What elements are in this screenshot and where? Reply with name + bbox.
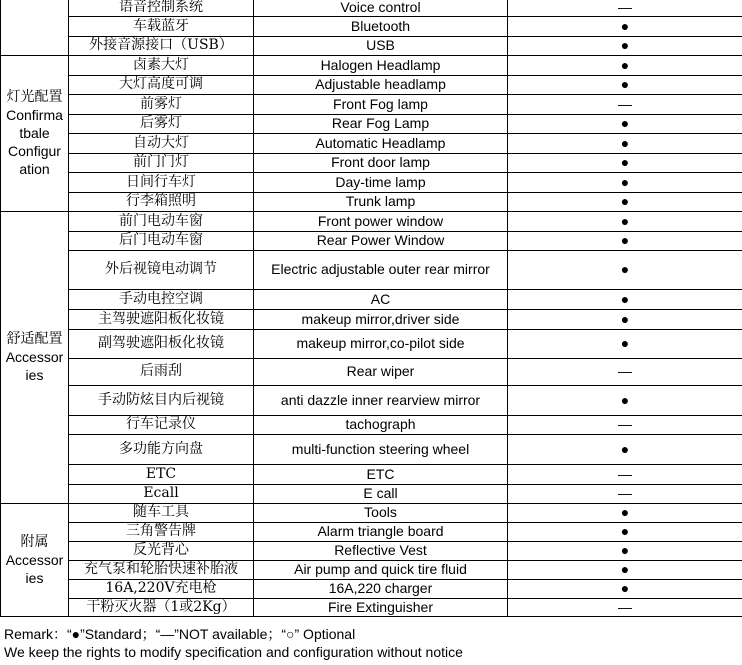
feature-name-en: Air pump and quick tire fluid (254, 560, 508, 579)
feature-name-cn: 手动电控空调 (69, 289, 254, 309)
availability-mark: ● (508, 153, 742, 172)
table-row (1, 289, 742, 309)
feature-name-cn: 外接音源接口（USB） (69, 36, 254, 55)
feature-name-cn: 副驾驶遮阳板化妆镜 (69, 329, 254, 358)
feature-name-en: Voice control (254, 0, 508, 16)
group-label (1, 55, 69, 211)
feature-name-en: Bluetooth (254, 16, 508, 36)
remark-section (4, 625, 463, 661)
remark-legend: Remark：“●”Standard；“—”NOT available；“○” Optional (4, 626, 356, 642)
availability-mark: ● (508, 133, 742, 153)
table-row (1, 560, 742, 579)
group-label-en-line: tbale (19, 125, 50, 141)
group-label (1, 0, 69, 55)
group-label-en: Accessories (5, 551, 64, 586)
feature-name-en: USB (254, 36, 508, 55)
availability-mark: ● (508, 385, 742, 415)
availability-mark: ● (508, 231, 742, 250)
availability-mark: — (508, 484, 742, 503)
feature-name-en: Alarm triangle board (254, 522, 508, 541)
feature-name-cn: 车载蓝牙 (69, 16, 254, 36)
group-label-cn: 附属 (20, 533, 49, 550)
availability-mark: ● (508, 192, 742, 211)
group-label-en (5, 106, 65, 178)
feature-name-en: multi-function steering wheel (254, 434, 508, 464)
feature-name-en: Halogen Headlamp (254, 55, 508, 75)
table-row (1, 133, 742, 153)
availability-mark: ● (508, 541, 742, 560)
feature-name-en: Electric adjustable outer rear mirror (254, 250, 508, 289)
feature-name-cn: 干粉灭火器（1或2Kg） (69, 598, 254, 616)
group-label-en-line: Configur (8, 143, 61, 159)
table-row (1, 153, 742, 172)
table-row (1, 464, 742, 484)
feature-name-cn: 反光背心 (69, 541, 254, 560)
table-row (1, 211, 742, 231)
feature-name-en: tachograph (254, 415, 508, 434)
feature-name-cn: ETC (69, 464, 254, 484)
feature-name-cn: 外后视镜电动调节 (69, 250, 254, 289)
feature-name-en: E call (254, 484, 508, 503)
table-row (1, 358, 742, 385)
feature-name-en: Rear Fog Lamp (254, 114, 508, 133)
group-label-cn: 舒适配置 (6, 331, 63, 347)
feature-name-en: Trunk lamp (254, 192, 508, 211)
feature-name-cn: 前雾灯 (69, 94, 254, 114)
table-row (1, 329, 742, 358)
remark-disclaimer: We keep the rights to modify specification and configuration without notice (4, 644, 463, 660)
feature-name-cn: 后雨刮 (69, 358, 254, 385)
feature-name-cn: 后门电动车窗 (69, 231, 254, 250)
feature-name-en: makeup mirror,driver side (254, 309, 508, 329)
table-row (1, 16, 742, 36)
feature-name-en: AC (254, 289, 508, 309)
table-row (1, 484, 742, 503)
feature-name-cn: Ecall (69, 484, 254, 503)
table-row (1, 75, 742, 94)
feature-name-en: Day-time lamp (254, 172, 508, 192)
feature-name-cn: 主驾驶遮阳板化妆镜 (69, 309, 254, 329)
group-label-en-line: ies (25, 367, 44, 383)
feature-name-en: Fire Extinguisher (254, 598, 508, 616)
feature-name-en: makeup mirror,co-pilot side (254, 329, 508, 358)
availability-mark: ● (508, 55, 742, 75)
availability-mark: ● (508, 250, 742, 289)
table-row (1, 503, 742, 522)
feature-name-en: Front door lamp (254, 153, 508, 172)
feature-name-en: Rear Power Window (254, 231, 508, 250)
availability-mark: ● (508, 309, 742, 329)
group-label-en-line: Accessor (5, 349, 64, 365)
table-row (1, 231, 742, 250)
table-row (1, 415, 742, 434)
availability-mark: — (508, 598, 742, 616)
table-row (1, 94, 742, 114)
table-row (1, 0, 742, 16)
table-row (1, 114, 742, 133)
availability-mark: — (508, 0, 742, 16)
table-row (1, 541, 742, 560)
feature-name-cn: 行李箱照明 (69, 192, 254, 211)
availability-mark: ● (508, 16, 742, 36)
availability-mark: ● (508, 503, 742, 522)
feature-name-en: Automatic Headlamp (254, 133, 508, 153)
feature-name-cn: 日间行车灯 (69, 172, 254, 192)
feature-name-cn: 后雾灯 (69, 114, 254, 133)
availability-mark: ● (508, 579, 742, 598)
feature-name-cn: 行车记录仪 (69, 415, 254, 434)
feature-name-cn: 卤素大灯 (69, 55, 254, 75)
feature-name-cn: 16A,220V充电枪 (69, 579, 254, 598)
table-row (1, 55, 742, 75)
feature-name-en: Front power window (254, 211, 508, 231)
group-label-en-line: ation (19, 161, 50, 177)
table-row (1, 434, 742, 464)
feature-name-en: Reflective Vest (254, 541, 508, 560)
feature-name-cn: 充气泵和轮胎快速补胎液 (69, 560, 254, 579)
table-row (1, 192, 742, 211)
availability-mark: ● (508, 172, 742, 192)
table-row (1, 598, 742, 616)
feature-name-en: anti dazzle inner rearview mirror (254, 385, 508, 415)
feature-name-cn: 语音控制系统 (69, 0, 254, 16)
availability-mark: ● (508, 522, 742, 541)
feature-name-en: Tools (254, 503, 508, 522)
feature-name-cn: 多功能方向盘 (69, 434, 254, 464)
availability-mark: ● (508, 289, 742, 309)
availability-mark: ● (508, 211, 742, 231)
feature-name-cn: 大灯高度可调 (69, 75, 254, 94)
table-row (1, 309, 742, 329)
availability-mark: ● (508, 560, 742, 579)
availability-mark: — (508, 464, 742, 484)
table-row (1, 522, 742, 541)
group-label-cn: 灯光配置 (6, 89, 63, 105)
availability-mark: — (508, 358, 742, 385)
table-row (1, 385, 742, 415)
feature-name-en: Front Fog lamp (254, 94, 508, 114)
group-label-en (5, 348, 65, 384)
availability-mark: — (508, 415, 742, 434)
availability-mark: — (508, 94, 742, 114)
feature-name-en: 16A,220 charger (254, 579, 508, 598)
availability-mark: ● (508, 329, 742, 358)
feature-name-en: Adjustable headlamp (254, 75, 508, 94)
availability-mark: ● (508, 434, 742, 464)
group-label-en-line: Confirma (6, 107, 63, 123)
feature-name-cn: 随车工具 (69, 503, 254, 522)
availability-mark: ● (508, 114, 742, 133)
feature-name-cn: 前门电动车窗 (69, 211, 254, 231)
feature-name-cn: 手动防炫目内后视镜 (69, 385, 254, 415)
feature-name-cn: 三角警告牌 (69, 522, 254, 541)
group-label (1, 503, 69, 616)
table-row (1, 250, 742, 289)
availability-mark: ● (508, 75, 742, 94)
feature-name-en: ETC (254, 464, 508, 484)
availability-mark: ● (508, 36, 742, 55)
table-row (1, 579, 742, 598)
feature-name-en: Rear wiper (254, 358, 508, 385)
feature-name-cn: 自动大灯 (69, 133, 254, 153)
feature-name-cn: 前门门灯 (69, 153, 254, 172)
group-label (1, 211, 69, 503)
table-row (1, 172, 742, 192)
table-row (1, 36, 742, 55)
